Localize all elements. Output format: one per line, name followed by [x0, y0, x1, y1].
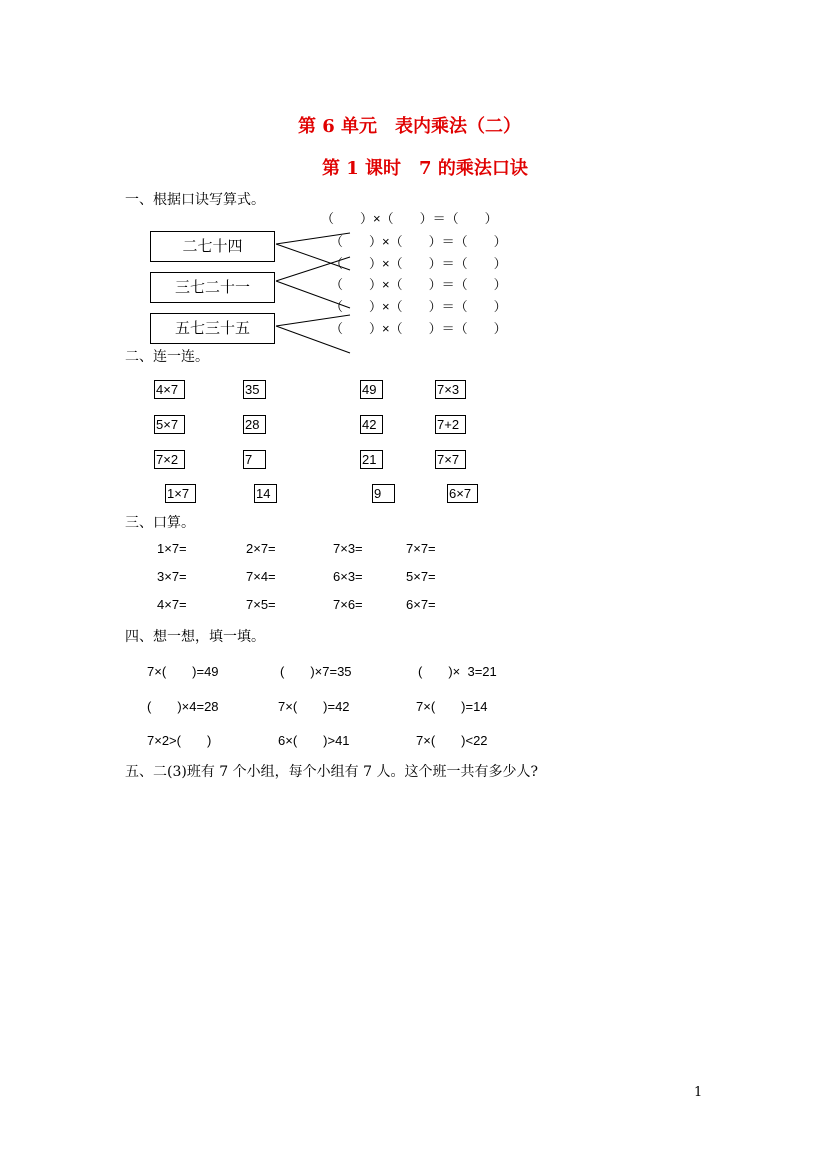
- mental-math-item: 2×7=: [246, 541, 276, 556]
- mental-math-item: 4×7=: [157, 597, 187, 612]
- match-item: 42: [360, 415, 383, 434]
- page-number: 1: [694, 1085, 703, 1100]
- fill-blank-item: ( )×7=35: [280, 664, 352, 679]
- blank-equation: （ ）×（ ）＝（ ）: [330, 256, 507, 271]
- mental-math-item: 7×3=: [333, 541, 363, 556]
- mental-math-item: 1×7=: [157, 541, 187, 556]
- rhyme-box: 三七二十一: [150, 272, 275, 303]
- match-item: 7+2: [435, 415, 466, 434]
- mental-math-item: 3×7=: [157, 569, 187, 584]
- blank-equation: （ ）×（ ）＝（ ）: [330, 277, 507, 292]
- blank-equation: （ ）×（ ）＝（ ）: [330, 299, 507, 314]
- fill-blank-item: 6×( )>41: [278, 733, 350, 748]
- mental-math-item: 7×4=: [246, 569, 276, 584]
- rhyme-box: 二七十四: [150, 231, 275, 262]
- mental-math-item: 7×7=: [406, 541, 436, 556]
- section5-question: 五、二(3)班有 7 个小组，每个小组有 7 人。这个班一共有多少人?: [125, 764, 538, 780]
- match-item: 7×7: [435, 450, 466, 469]
- match-item: 49: [360, 380, 383, 399]
- match-item: 28: [243, 415, 266, 434]
- fill-blank-item: ( )×4=28: [147, 699, 219, 714]
- match-item: 1×7: [165, 484, 196, 503]
- section1-heading: 一、根据口诀写算式。: [125, 192, 265, 208]
- mental-math-item: 5×7=: [406, 569, 436, 584]
- match-item: 35: [243, 380, 266, 399]
- fill-blank-item: 7×( )=42: [278, 699, 350, 714]
- fill-blank-item: 7×( )=14: [416, 699, 488, 714]
- blank-equation: （ ）×（ ）＝（ ）: [330, 234, 507, 249]
- match-item: 7×3: [435, 380, 466, 399]
- blank-equation: （ ）×（ ）＝（ ）: [321, 211, 498, 226]
- fill-blank-item: 7×( )=49: [147, 664, 219, 679]
- match-item: 7: [243, 450, 266, 469]
- match-item: 5×7: [154, 415, 185, 434]
- section2-heading: 二、连一连。: [125, 349, 209, 365]
- match-item: 7×2: [154, 450, 185, 469]
- match-item: 4×7: [154, 380, 185, 399]
- mental-math-item: 6×7=: [406, 597, 436, 612]
- match-item: 9: [372, 484, 395, 503]
- match-item: 14: [254, 484, 277, 503]
- section4-heading: 四、想一想，填一填。: [125, 629, 265, 645]
- match-item: 6×7: [447, 484, 478, 503]
- mental-math-item: 7×6=: [333, 597, 363, 612]
- section3-heading: 三、口算。: [125, 515, 195, 531]
- mental-math-item: 7×5=: [246, 597, 276, 612]
- unit-title: 第 6 单元 表内乘法（二）: [298, 116, 522, 137]
- fill-blank-item: ( )× 3=21: [418, 664, 497, 679]
- fill-blank-item: 7×( )<22: [416, 733, 488, 748]
- rhyme-box: 五七三十五: [150, 313, 275, 344]
- fill-blank-item: 7×2>( ): [147, 733, 212, 748]
- lesson-title: 第 1 课时 7 的乘法口诀: [322, 158, 528, 179]
- mental-math-item: 6×3=: [333, 569, 363, 584]
- match-item: 21: [360, 450, 383, 469]
- blank-equation: （ ）×（ ）＝（ ）: [330, 321, 507, 336]
